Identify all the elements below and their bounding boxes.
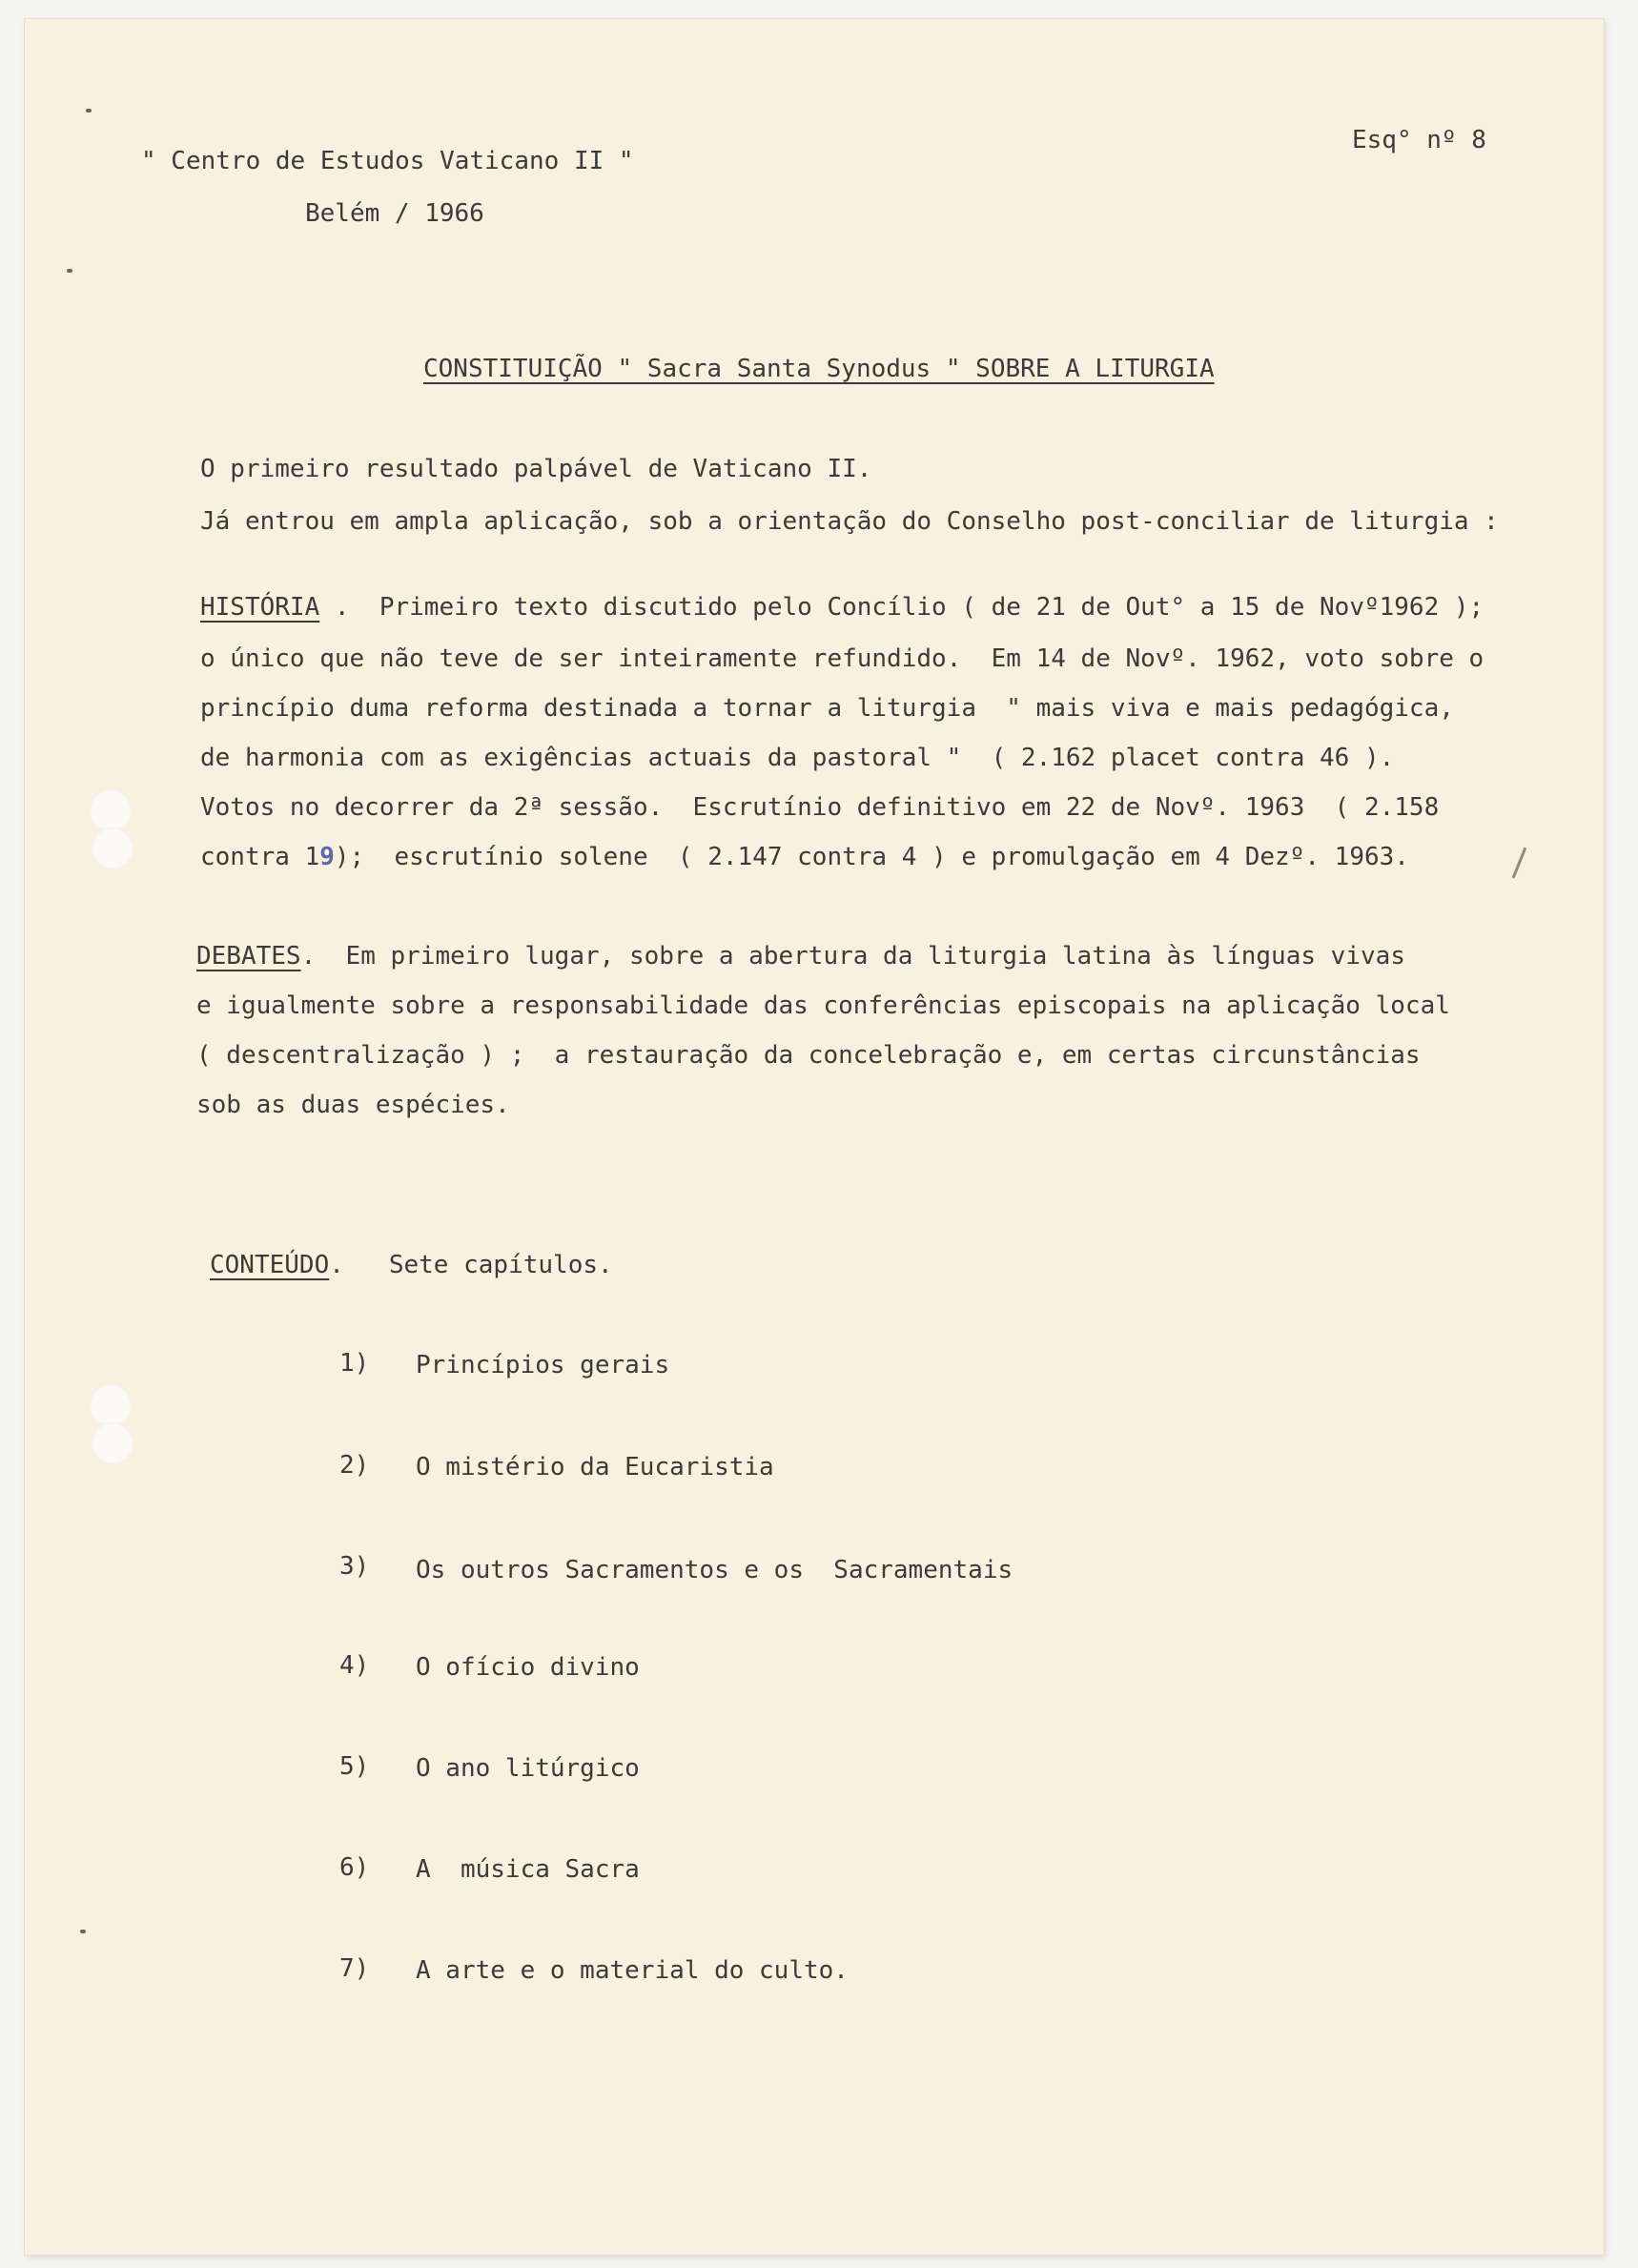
chapter-title-1: Princípios gerais xyxy=(416,1351,670,1379)
chapter-number-6: 6) xyxy=(339,1853,370,1882)
historia-line-6 xyxy=(200,841,1409,873)
conteudo-text: . Sete capítulos. xyxy=(329,1251,613,1279)
historia-line-2: o único que não teve de ser inteiramente refundido. Em 14 de Novº. 1962, voto sobre o xyxy=(200,644,1484,673)
chapter-number-3: 3) xyxy=(339,1552,370,1581)
punch-hole xyxy=(92,1422,133,1464)
intro-line-1: O primeiro resultado palpável de Vaticano II. xyxy=(200,455,872,483)
debates-line-4: sob as duas espécies. xyxy=(196,1091,510,1119)
debates-line-1 xyxy=(196,940,1405,972)
chapter-number-4: 4) xyxy=(339,1651,370,1680)
handwritten-correction: 9 xyxy=(319,843,335,871)
historia-line-3: princípio duma reforma destinada a tornar a liturgia " mais viva e mais pedagógica, xyxy=(200,694,1454,723)
document-title: CONSTITUIÇÃO " Sacra Santa Synodus " SOBRE A LITURGIA xyxy=(423,355,1215,383)
paper-speck xyxy=(86,109,92,112)
punch-hole xyxy=(90,1384,132,1426)
paper-speck xyxy=(80,1930,86,1933)
chapter-title-3: Os outros Sacramentos e os Sacramentais xyxy=(416,1556,1014,1584)
punch-hole xyxy=(92,828,133,869)
chapter-number-5: 5) xyxy=(339,1752,370,1781)
historia-line-5: Votos no decorrer da 2ª sessão. Escrutínio definitivo em 22 de Novº. 1963 ( 2.158 xyxy=(200,793,1440,822)
debates-text-1: . Em primeiro lugar, sobre a abertura da liturgia latina às línguas vivas xyxy=(300,942,1405,971)
chapter-title-4: O ofício divino xyxy=(416,1653,640,1682)
chapter-number-7: 7) xyxy=(339,1954,370,1983)
intro-line-2: Já entrou em ampla aplicação, sob a orientação do Conselho post-conciliar de liturgia : xyxy=(200,507,1499,536)
place-date: Belém / 1966 xyxy=(305,199,484,228)
debates-line-2: e igualmente sobre a responsabilidade das conferências episcopais na aplicação local xyxy=(196,991,1450,1020)
historia-line-4: de harmonia com as exigências actuais da pastoral " ( 2.162 placet contra 46 ). xyxy=(200,744,1395,772)
historia-label: HISTÓRIA xyxy=(200,593,320,622)
chapter-title-6: A música Sacra xyxy=(416,1855,640,1884)
chapter-number-2: 2) xyxy=(339,1451,370,1480)
historia-text-6a: contra 1 xyxy=(200,843,320,871)
document-page xyxy=(25,19,1604,2255)
pencil-mark xyxy=(1512,848,1527,879)
punch-hole xyxy=(90,789,132,831)
conteudo-line xyxy=(210,1249,613,1281)
chapter-title-2: O mistério da Eucaristia xyxy=(416,1453,774,1481)
conteudo-label: CONTEÚDO xyxy=(210,1251,330,1279)
chapter-title-5: O ano litúrgico xyxy=(416,1754,640,1783)
debates-line-3: ( descentralização ) ; a restauração da concelebração e, em certas circunstâncias xyxy=(196,1041,1421,1070)
debates-label: DEBATES xyxy=(196,942,301,971)
historia-text-6b: ); escrutínio solene ( 2.147 contra 4 ) e promulgação em 4 Dezº. 1963. xyxy=(334,843,1409,871)
chapter-number-1: 1) xyxy=(339,1349,370,1378)
historia-line-1 xyxy=(200,591,1484,623)
chapter-title-7: A arte e o material do culto. xyxy=(416,1956,849,1985)
center-name: " Centro de Estudos Vaticano II " xyxy=(141,147,634,175)
sheet-reference: Esq° nº 8 xyxy=(1352,126,1486,154)
paper-speck xyxy=(67,269,72,273)
historia-text-1: . Primeiro texto discutido pelo Concílio ( de 21 de Out° a 15 de Novº1962 ); xyxy=(319,593,1484,622)
